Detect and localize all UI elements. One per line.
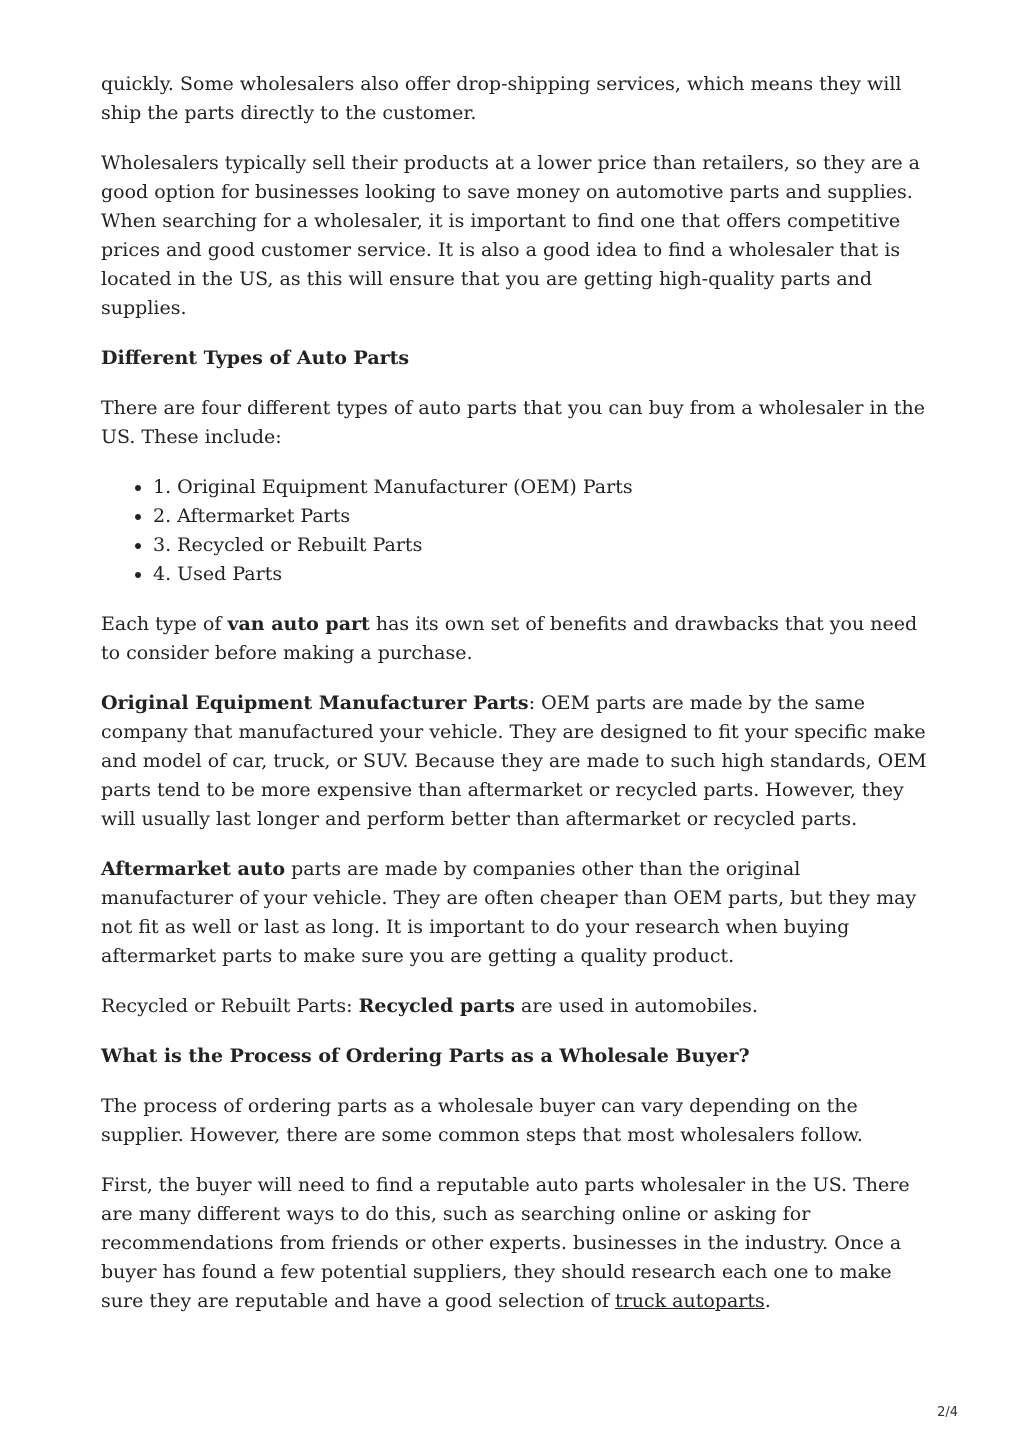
list-item: • 3. Recycled or Rebuilt Parts <box>153 531 931 560</box>
text-segment: Each type of <box>101 613 228 635</box>
paragraph-process: The process of ordering parts as a wholesale buyer can vary depending on the supplier. However, there are some common steps that most wholesalers follow. <box>101 1095 863 1146</box>
text-segment: are used in automobiles. <box>514 995 758 1017</box>
bold-term: van auto part <box>227 613 370 635</box>
list-item: • 4. Used Parts <box>153 560 931 589</box>
paragraph-aftermarket <box>101 855 931 971</box>
heading-ordering-process: What is the Process of Ordering Parts as a Wholesale Buyer? <box>101 1045 750 1067</box>
paragraph-recycled <box>101 992 931 1021</box>
paragraph-benefits <box>101 610 931 668</box>
paragraph-four-types: There are four different types of auto parts that you can buy from a wholesaler in the US. These include: <box>101 397 925 448</box>
bold-term: Recycled parts <box>358 995 515 1017</box>
bold-term: Aftermarket auto <box>101 858 286 880</box>
text-segment: First, the buyer will need to find a reputable auto parts wholesaler in the US. There are many different ways to do this, such as searching online or asking for recommendations from friends or other experts. businesses in the industry. Once a buyer has found a few potential suppliers, they should research each one to make sure they are reputable and have a good selection of <box>101 1174 910 1312</box>
page-number: 2/4 <box>937 1405 958 1420</box>
text-segment: : OEM parts are made by the same company that manufactured your vehicle. They are designed to fit your specific make and model of car, truck, or SUV. Because they are made to such high standards, OEM parts tend to be more expensive than aftermarket or recycled parts. However, they will usually last longer and perform better than aftermarket or recycled parts. <box>101 692 927 830</box>
list-item: • 2. Aftermarket Parts <box>153 502 931 531</box>
text-segment: Recycled or Rebuilt Parts: <box>101 995 359 1017</box>
bold-term: Original Equipment Manufacturer Parts <box>101 692 529 714</box>
document-body <box>101 70 931 1337</box>
paragraph-oem <box>101 689 931 834</box>
paragraph-dropshipping: quickly. Some wholesalers also offer drop-shipping services, which means they will ship the parts directly to the customer. <box>101 73 902 124</box>
text-segment: . <box>764 1290 771 1312</box>
parts-type-list <box>101 473 931 589</box>
paragraph-first-step <box>101 1171 931 1316</box>
paragraph-wholesale-prices: Wholesalers typically sell their products at a lower price than retailers, so they are a good option for businesses looking to save money on automotive parts and supplies. When searching for a wholesaler, it is important to find one that offers competitive prices and good customer service. It is also a good idea to find a wholesaler that is located in the US, as this will ensure that you are getting high-quality parts and supplies. <box>101 152 920 319</box>
list-item: • 1. Original Equipment Manufacturer (OEM) Parts <box>153 473 931 502</box>
heading-types-of-parts: Different Types of Auto Parts <box>101 347 410 369</box>
text-segment: has its own set of benefits and drawbacks that you need to consider before making a purchase. <box>101 613 918 664</box>
text-segment: parts are made by companies other than the original manufacturer of your vehicle. They are often cheaper than OEM parts, but they may not fit as well or last as long. It is important to do your research when buying aftermarket parts to make sure you are getting a quality product. <box>101 858 917 967</box>
truck-autoparts-link[interactable]: truck autoparts <box>615 1290 765 1312</box>
